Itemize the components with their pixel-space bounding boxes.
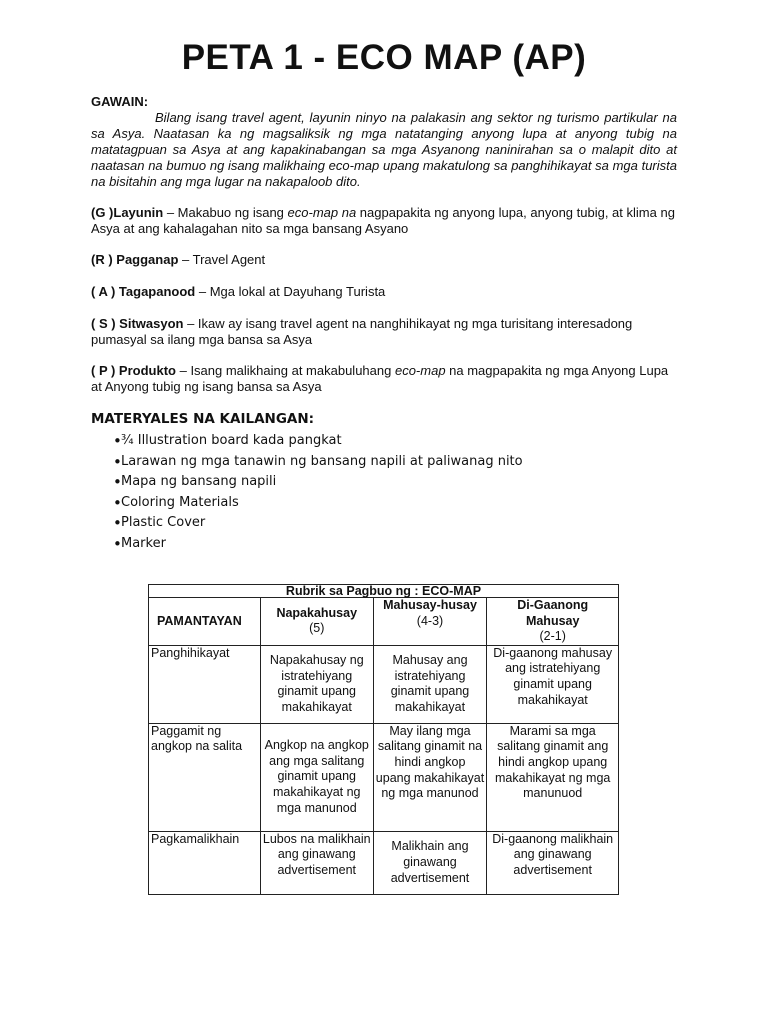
audience-text: – Mga lokal at Dayuhang Turista [195, 284, 386, 299]
product-label: ( P ) Produkto [91, 363, 176, 378]
goal-text-a: – Makabuo ng isang [163, 205, 288, 220]
list-item: • Marker [91, 534, 523, 555]
header-pamantayan: PAMANTAYAN [149, 598, 261, 646]
level-1-name: Napakahusay [276, 605, 358, 620]
goal-text-b: nagpapakita ng anyong lupa, anyong tubig, at klima ng Asya at ang kahalagahan nito sa mga bansang Asyano [91, 205, 675, 236]
situation-label: ( S ) Sitwasyon [91, 316, 184, 331]
grasp-product [91, 363, 677, 395]
level-1-score: (5) [309, 621, 325, 636]
table-row [149, 723, 619, 831]
list-item: • Plastic Cover [91, 513, 523, 534]
criterion-cell: Pagkamalikhain [149, 831, 261, 894]
rubric-table [148, 584, 619, 895]
rubric-cell: Napakahusay ng istratehiyang ginamit upang makahikayat [260, 645, 373, 723]
header-level-3 [487, 598, 619, 646]
level-3-score: (2-1) [539, 629, 566, 644]
level-2-score: (4-3) [416, 613, 444, 628]
level-2-name: Mahusay-husay [383, 598, 477, 612]
grasp-goal [91, 205, 677, 237]
product-text-em: eco-map [394, 363, 446, 378]
goal-label: (G )Layunin [91, 205, 164, 220]
rubric-cell: Malikhain ang ginawang advertisement [373, 831, 487, 894]
table-row [149, 645, 619, 723]
product-text-a: – Isang malikhaing at makabuluhang [175, 363, 395, 378]
product-text-b: na magpapakita ng mga Anyong Lupa at Anyong tubig ng isang bansa sa Asya [91, 363, 669, 394]
rubric-cell: May ilang mga salitang ginamit na hindi angkop upang makahikayat ng mga manunod [373, 723, 487, 831]
rubric-cell: Marami sa mga salitang ginamit ang hindi angkop upang makahikayat ng mga manunuod [487, 723, 619, 831]
list-item: • Mapa ng bansang napili [91, 472, 523, 493]
materyales-list [91, 431, 523, 555]
grasp-audience [91, 284, 677, 300]
criterion-cell: Panghihikayat [149, 645, 261, 723]
level-3-name: Di-Gaanong Mahusay [517, 598, 589, 628]
role-text: – Travel Agent [178, 252, 266, 267]
header-level-1 [260, 598, 373, 646]
rubric-caption: Rubrik sa Pagbuo ng : ECO-MAP [149, 585, 619, 598]
page-title: PETA 1 - ECO MAP (AP) [181, 38, 587, 77]
list-item: • Larawan ng mga tanawin ng bansang napili at paliwanag nito [91, 452, 523, 473]
rubric-cell: Lubos na malikhain ang ginawang advertisement [260, 831, 373, 894]
situation-text: – Ikaw ay isang travel agent na nanghihikayat ng mga turisitang interesadong pumasyal sa ilang mga bansa sa Asya [91, 316, 633, 347]
materyales-label: MATERYALES NA KAILANGAN: [91, 411, 315, 427]
criterion-cell: Paggamit ng angkop na salita [149, 723, 261, 831]
rubric-header-row [149, 598, 619, 646]
table-row [149, 831, 619, 894]
grasp-situation [91, 316, 677, 348]
audience-label: ( A ) Tagapanood [91, 284, 196, 299]
goal-text-em: eco-map na [287, 205, 357, 220]
rubric-caption-row [149, 585, 619, 598]
role-label: (R ) Pagganap [91, 252, 179, 267]
grasp-role [91, 252, 677, 268]
gawain-body: Bilang isang travel agent, layunin ninyo na palakasin ang sektor ng turismo partikular na sa Asya. Naatasan ka ng magsaliksik ng mga natatanging anyong lupa at anyong tubig na matatagpuan sa Asya at ang kapakinabangan sa mga Asyanong naninirahan sa o malapit dito at naatasan na bumuo ng isang malikhaing eco-map upang makatulong sa panghihikayat sa mga turista na bisitahin ang mga lugar na nakapaloob dito. [91, 110, 677, 189]
gawain-label: GAWAIN: [91, 94, 149, 109]
rubric-cell: Di-gaanong mahusay ang istratehiyang ginamit upang makahikayat [487, 645, 619, 723]
rubric-cell: Angkop na angkop ang mga salitang ginamit upang makahikayat ng mga manunod [260, 723, 373, 831]
header-level-2 [373, 598, 487, 646]
rubric-cell: Mahusay ang istratehiyang ginamit upang makahikayat [373, 645, 487, 723]
rubric-cell: Di-gaanong malikhain ang ginawang advertisement [487, 831, 619, 894]
list-item: • ¾ Illustration board kada pangkat [91, 431, 523, 452]
list-item: • Coloring Materials [91, 493, 523, 514]
